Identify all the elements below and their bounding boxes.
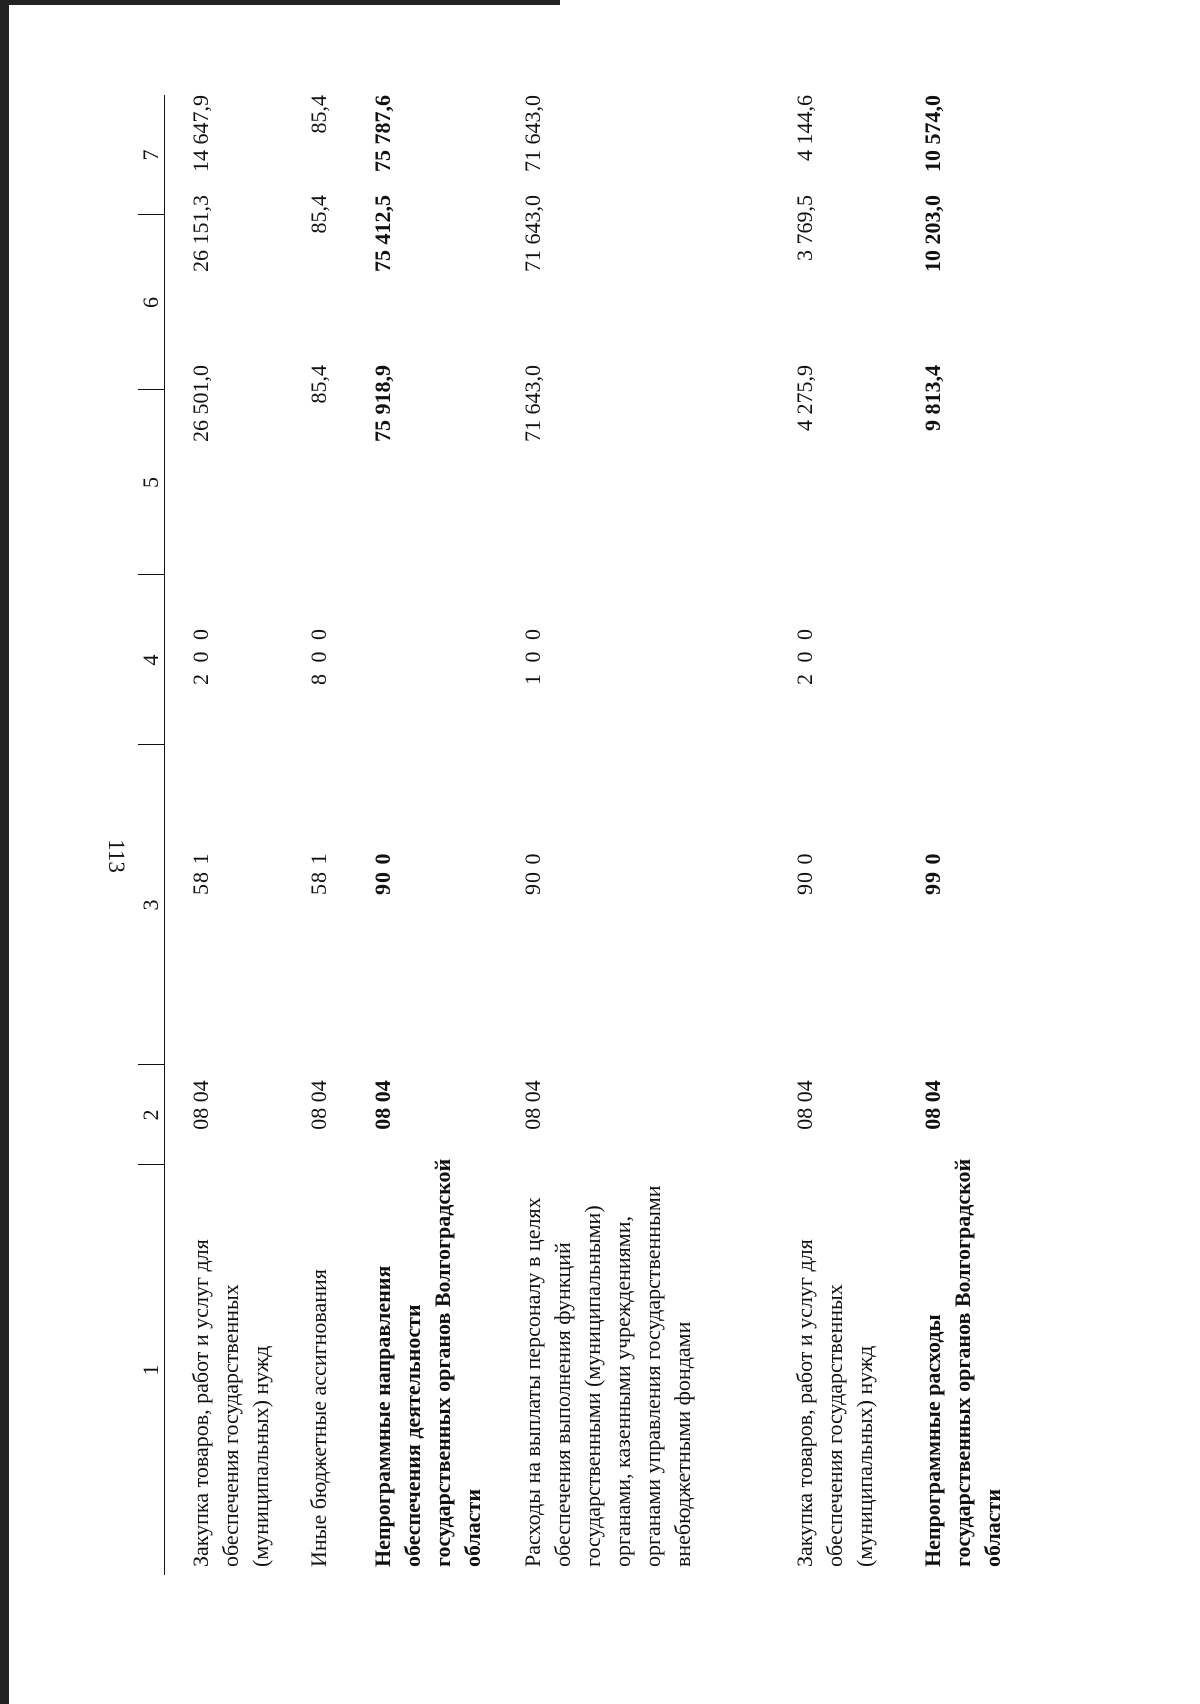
col-header-3: 3 [138,899,163,911]
budget-table [138,95,1018,1575]
row-value-7: 85,4 [306,95,331,134]
scan-edge-left [0,0,9,1704]
page-number: 113 [104,839,129,873]
row-value-5: 26 501,0 [188,365,213,442]
row-value-5: 85,4 [306,365,331,404]
row-section: 08 04 [188,1080,213,1130]
row-target: 90 0 [370,852,395,895]
row-value-5: 4 275,9 [792,365,817,431]
row-target: 90 0 [792,852,817,895]
row-value-7: 10 574,0 [920,95,945,172]
row-value-6: 3 769,5 [792,195,817,261]
col-header-2: 2 [138,1109,163,1121]
row-expense-type: 8 0 0 [306,626,331,685]
row-name: Закупка товаров, работ и услуг для обеспечения государственных (муниципальных) нужд [188,1239,273,1567]
row-value-6: 85,4 [306,195,331,234]
row-section: 08 04 [306,1080,331,1130]
row-value-5: 71 643,0 [520,365,545,442]
row-value-7: 4 144,6 [792,95,817,161]
row-value-7: 14 647,9 [188,95,213,172]
row-expense-type: 2 0 0 [792,626,817,685]
scan-edge-top [0,0,560,5]
row-value-6: 10 203,0 [920,195,945,272]
row-name: Непрограммные направления обеспечения деятельности государственных органов Волгоградской области [370,1158,485,1567]
row-value-6: 75 412,5 [370,195,395,272]
col-header-5: 5 [138,477,163,488]
row-value-5: 9 813,4 [920,365,945,431]
row-value-6: 71 643,0 [520,195,545,272]
row-value-7: 75 787,6 [370,95,395,172]
row-target: 58 1 [306,852,331,895]
row-section: 08 04 [370,1080,395,1130]
row-name: Расходы на выплаты персоналу в целях обеспечения выполнения функций государственными (муниципальными) органами, казенными учреждениями, органами управления государственными внебюджетными фондами [520,1185,695,1567]
row-value-5: 75 918,9 [370,365,395,442]
row-target: 90 0 [520,852,545,895]
row-target: 99 0 [920,852,945,895]
row-section: 08 04 [792,1080,817,1130]
row-section: 08 04 [520,1080,545,1130]
col-header-7: 7 [138,149,163,161]
table-header-row [138,95,165,1575]
row-section: 08 04 [920,1080,945,1130]
row-name: Непрограммные расходы государственных органов Волгоградской области [920,1158,1005,1567]
row-name: Закупка товаров, работ и услуг для обеспечения государственных (муниципальных) нужд [792,1239,877,1567]
row-value-7: 71 643,0 [520,95,545,172]
row-target: 58 1 [188,852,213,895]
row-expense-type: 1 0 0 [520,626,545,685]
row-expense-type: 2 0 0 [188,626,213,685]
col-header-6: 6 [138,297,163,308]
row-value-6: 26 151,3 [188,195,213,272]
row-name: Иные бюджетные ассигнования [306,1269,331,1567]
col-header-4: 4 [138,654,163,666]
col-header-1: 1 [138,1364,163,1376]
